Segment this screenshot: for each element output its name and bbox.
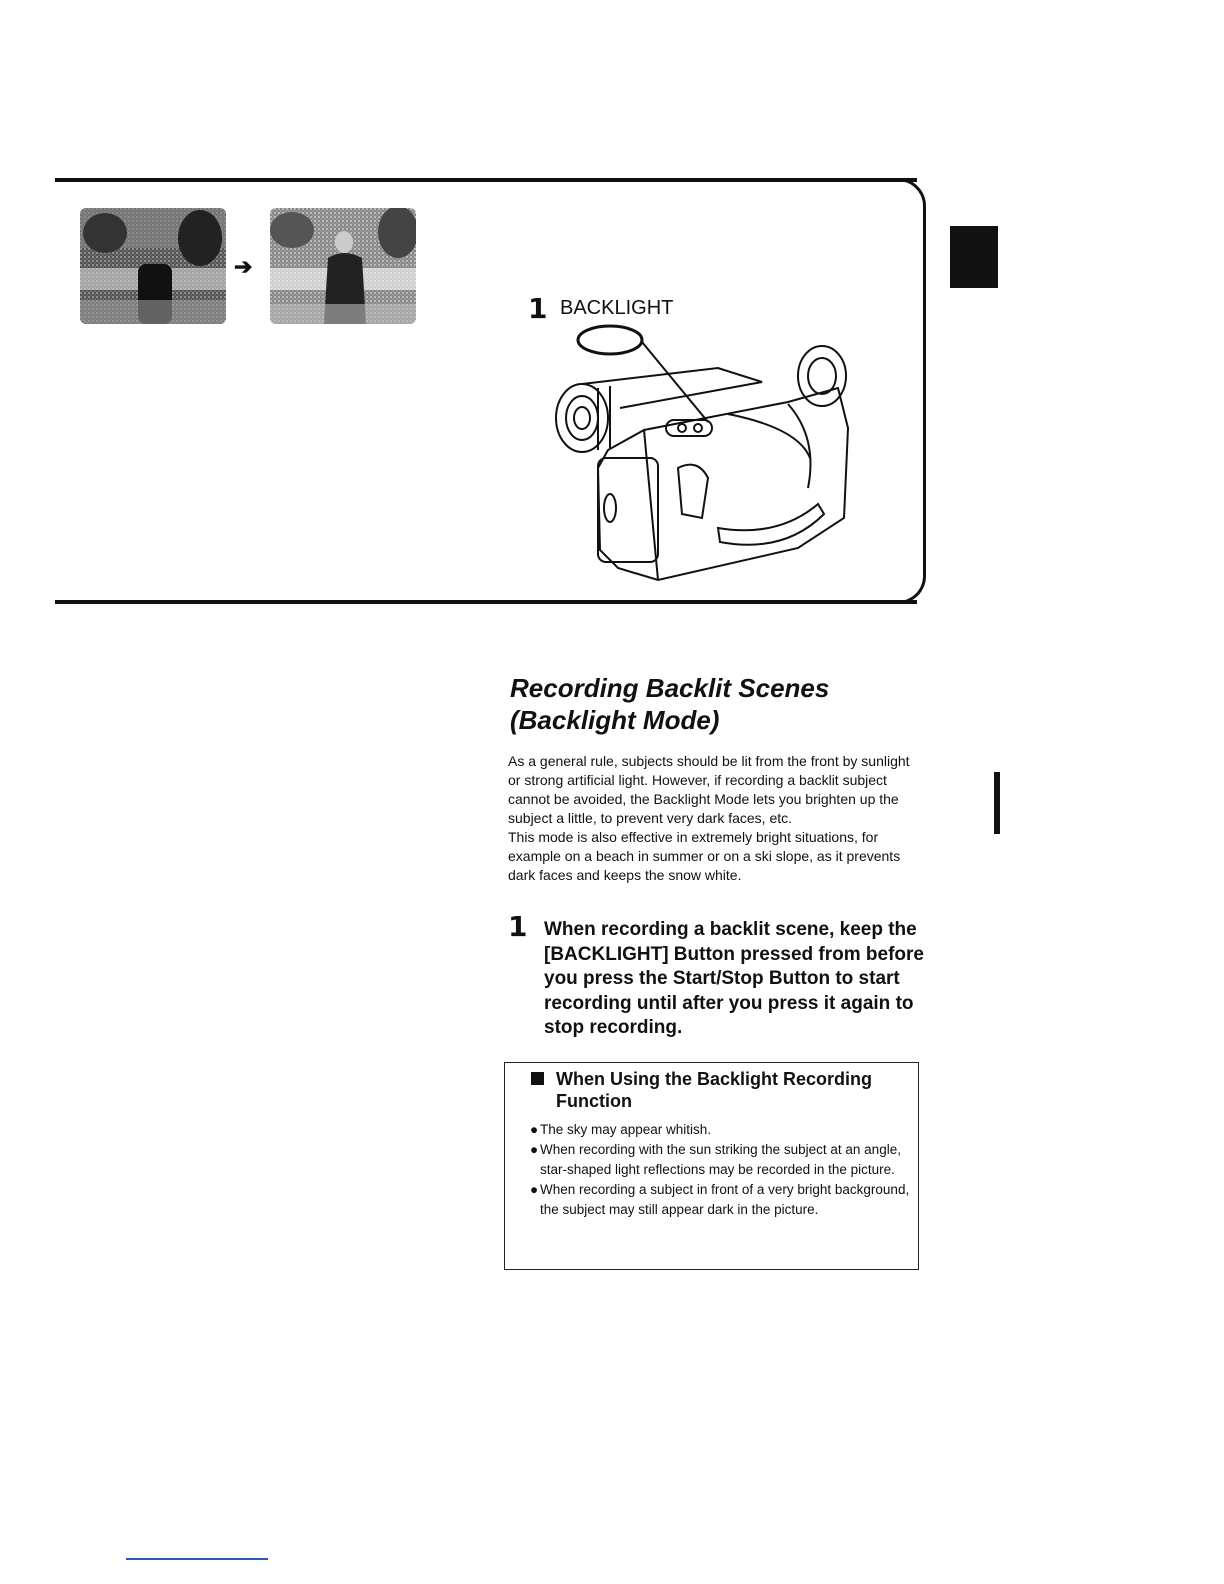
intro-paragraph-1: As a general rule, subjects should be lit from the front by sunlight or strong artificial light. However, if recording a backlit subject cannot be avoided, the Backlight Mode lets you brighten up the subject a little, to prevent very dark faces, etc. (508, 753, 910, 826)
square-bullet-icon (531, 1072, 544, 1085)
panel-bottom-rule (55, 600, 917, 604)
note-list (530, 1120, 910, 1220)
footer-rule (126, 1558, 268, 1560)
bullet-icon: ● (530, 1142, 539, 1157)
bullet-icon: ● (530, 1182, 539, 1197)
intro-paragraph-2: This mode is also effective in extremely bright situations, for example on a beach in summer or on a ski slope, as it prevents dark faces and keeps the snow white. (508, 829, 901, 883)
title-line-1: Recording Backlit Scenes (510, 673, 830, 703)
illustration-step-number: 1 (528, 292, 548, 325)
note-item (530, 1120, 910, 1140)
photo-after-backlight (270, 208, 416, 324)
panel-top-rule (55, 178, 917, 182)
section-tab-marker (950, 226, 998, 288)
note-item-text: The sky may appear whitish. (540, 1122, 712, 1137)
page-title (510, 672, 910, 736)
step-instruction: When recording a backlit scene, keep the [BACKLIGHT] Button pressed from before you press the Start/Stop Button to start recording until after you press it again to stop recording. (544, 919, 924, 1038)
note-item-text: When recording with the sun striking the subject at an angle, star-shaped light reflections may be recorded in the picture. (540, 1142, 901, 1177)
panel-right-curve (880, 178, 926, 604)
arrow-right-icon: ➔ (234, 254, 253, 279)
step-number: 1 (508, 910, 528, 943)
title-line-2: (Backlight Mode) (510, 705, 720, 735)
note-item (530, 1140, 910, 1180)
backlight-button-icon (578, 326, 642, 354)
camcorder-illustration (548, 318, 868, 586)
backlight-button-label: BACKLIGHT (560, 297, 674, 319)
note-item-text: When recording a subject in front of a very bright background, the subject may still appear dark in the picture. (540, 1182, 910, 1217)
note-item (530, 1180, 910, 1220)
section-side-bar (994, 772, 1000, 834)
bullet-icon: ● (530, 1122, 539, 1137)
photo-before-backlit (80, 208, 226, 324)
note-heading: When Using the Backlight Recording Function (556, 1069, 873, 1111)
intro-text (508, 752, 920, 885)
